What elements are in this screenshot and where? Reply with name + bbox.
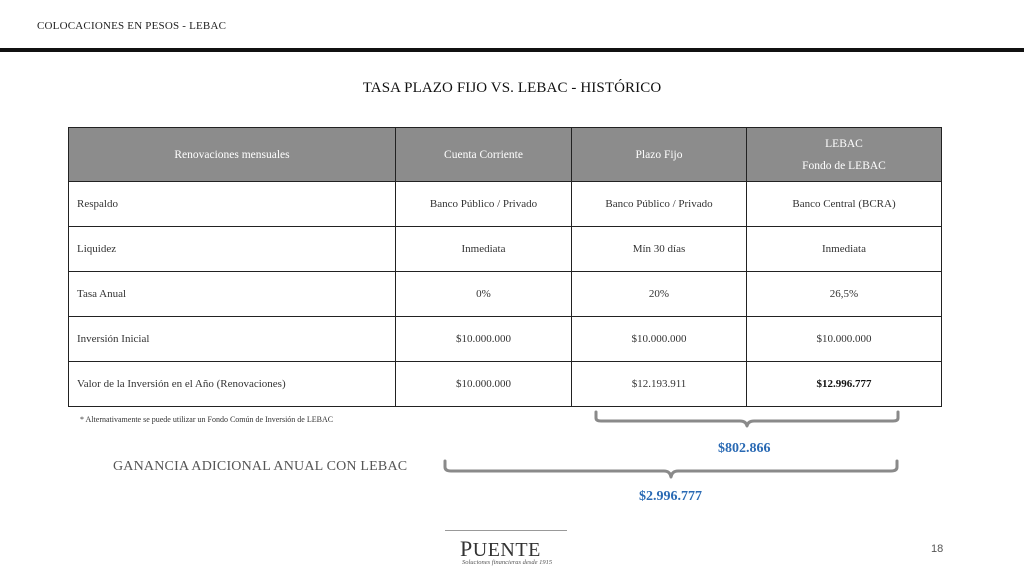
gain-label: GANANCIA ADICIONAL ANUAL CON LEBAC <box>113 459 408 474</box>
logo-divider <box>445 530 567 531</box>
cell-cuenta-corriente: Inmediata <box>396 227 572 272</box>
cell-plazo-fijo: 20% <box>572 272 747 317</box>
table-row <box>69 182 942 227</box>
row-label: Inversión Inicial <box>69 317 396 362</box>
row-label: Liquidez <box>69 227 396 272</box>
gain-vs-cuenta-corriente: $2.996.777 <box>639 489 702 504</box>
table-row <box>69 227 942 272</box>
cell-plazo-fijo: $12.193.911 <box>572 362 747 407</box>
cell-lebac: 26,5% <box>747 272 942 317</box>
gain-vs-plazo-fijo: $802.866 <box>718 441 771 456</box>
table-row <box>69 272 942 317</box>
header-lebac-subtitle: Fondo de LEBAC <box>802 159 886 172</box>
logo-rest: UENTE <box>472 539 541 561</box>
header-lebac-title: LEBAC <box>825 137 863 150</box>
table-row <box>69 317 942 362</box>
header-lebac <box>747 128 942 182</box>
section-label: COLOCACIONES EN PESOS - LEBAC <box>37 20 227 32</box>
cell-lebac: $12.996.777 <box>747 362 942 407</box>
cell-lebac: $10.000.000 <box>747 317 942 362</box>
page-title: TASA PLAZO FIJO VS. LEBAC - HISTÓRICO <box>362 80 662 96</box>
comparison-table <box>68 127 942 407</box>
cell-cuenta-corriente: $10.000.000 <box>396 317 572 362</box>
header-divider <box>0 48 1024 52</box>
cell-plazo-fijo: Banco Público / Privado <box>572 182 747 227</box>
cell-lebac: Banco Central (BCRA) <box>747 182 942 227</box>
cell-cuenta-corriente: Banco Público / Privado <box>396 182 572 227</box>
brace-long <box>441 457 903 483</box>
table-header-row <box>69 128 942 182</box>
table-row <box>69 362 942 407</box>
page-number: 18 <box>931 543 944 555</box>
cell-cuenta-corriente: 0% <box>396 272 572 317</box>
cell-cuenta-corriente: $10.000.000 <box>396 362 572 407</box>
cell-plazo-fijo: Mín 30 días <box>572 227 747 272</box>
logo-tagline: Soluciones financieras desde 1915 <box>462 559 553 566</box>
row-label: Tasa Anual <box>69 272 396 317</box>
brace-short <box>592 408 904 432</box>
cell-lebac: Inmediata <box>747 227 942 272</box>
header-cuenta-corriente: Cuenta Corriente <box>396 128 572 182</box>
footnote: * Alternativamente se puede utilizar un Fondo Común de Inversión de LEBAC <box>80 415 334 424</box>
row-label: Respaldo <box>69 182 396 227</box>
logo-initial: P <box>460 536 473 561</box>
cell-plazo-fijo: $10.000.000 <box>572 317 747 362</box>
row-label: Valor de la Inversión en el Año (Renovaciones) <box>69 362 396 407</box>
header-plazo-fijo: Plazo Fijo <box>572 128 747 182</box>
header-renovaciones: Renovaciones mensuales <box>69 128 396 182</box>
